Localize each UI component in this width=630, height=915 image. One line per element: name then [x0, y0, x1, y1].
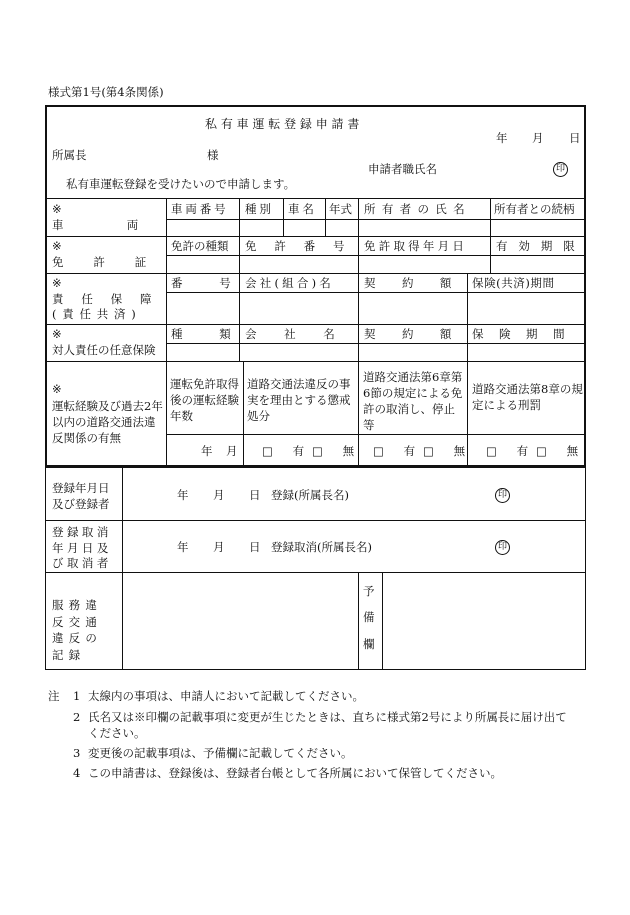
- divider: [358, 273, 359, 361]
- cancel-text: 登録取消(所属長名): [271, 540, 372, 554]
- license-mark: ※: [52, 239, 62, 253]
- divider: [283, 198, 284, 236]
- check-crim-yes[interactable]: □ 有: [486, 444, 537, 458]
- divider: [382, 572, 383, 669]
- check-rev-yes[interactable]: □ 有: [373, 444, 424, 458]
- license-label: 免許証: [52, 255, 177, 269]
- note-3-text: 変更後の記載事項は、予備欄に記載してください。: [88, 746, 353, 760]
- divider: [45, 669, 586, 670]
- voluntary-label: 対人責任の任意保険: [52, 343, 156, 357]
- col-criminal-penalty: 道路交通法第8章の規定による刑罰: [472, 382, 583, 413]
- note-1-num: 1: [73, 689, 81, 703]
- vehicle-label-text: 車両: [52, 218, 202, 232]
- note-4-text: この申請書は、登録後は、登録者台帳として各所属において保管してください。: [88, 766, 502, 780]
- col-kind: 種類: [171, 327, 268, 341]
- divider: [46, 198, 585, 199]
- divider: [358, 572, 359, 669]
- reserve-label: 予備欄: [363, 584, 375, 651]
- col-contract-amount: 契約額: [364, 327, 478, 341]
- col-expiry: 有効期限: [496, 239, 586, 253]
- col-license-number: 免許番号: [245, 239, 363, 253]
- divider: [239, 236, 240, 273]
- note-3-num: 3: [73, 746, 81, 760]
- title-day: 日: [569, 131, 581, 145]
- check-disc-yes[interactable]: □ 有: [262, 444, 313, 458]
- divider: [166, 292, 585, 293]
- check-rev-no[interactable]: □ 無: [423, 444, 474, 458]
- divider: [585, 467, 586, 669]
- seal-icon: 印: [553, 162, 568, 177]
- col-insurance-period: 保険(共済)期間: [472, 276, 555, 290]
- applicant-label: 申請者職氏名: [368, 162, 437, 176]
- divider: [46, 236, 585, 237]
- liability-label-sub: (責任共済): [52, 307, 142, 321]
- col-experience-years: 運転免許取得後の運転経験年数: [170, 377, 239, 424]
- col-license-revocation: 道路交通法第6章第6節の規定による免許の取消し、停止等: [363, 370, 463, 433]
- vehicle-label: [52, 218, 202, 232]
- request-text: 私有車運転登録を受けたいので申請します。: [66, 177, 296, 191]
- note-2-text: 氏名又は※印欄の記載事項に変更が生じたときは、直ちに様式第2号により所属長に届け出て: [88, 710, 567, 724]
- col-company: 会社名: [245, 327, 363, 341]
- divider: [46, 273, 585, 274]
- col-vehicle-number: 車両番号: [171, 202, 229, 216]
- cancel-month: 月: [213, 540, 225, 554]
- seal-icon: 印: [495, 540, 510, 555]
- check-crim-no[interactable]: □ 無: [536, 444, 587, 458]
- divider: [166, 198, 167, 467]
- divider: [45, 467, 586, 468]
- cancellation-label: 登録取消年月日及び取消者: [52, 525, 112, 571]
- liability-label: 責任保障: [52, 292, 170, 306]
- divider: [122, 467, 123, 669]
- divider: [490, 236, 491, 273]
- liability-mark: ※: [52, 276, 62, 290]
- cancel-year: 年: [177, 540, 189, 554]
- divider: [166, 255, 585, 256]
- title-month: 月: [532, 131, 544, 145]
- divider: [325, 198, 326, 236]
- col-license-date: 免許取得年月日: [364, 239, 468, 253]
- note-2-num: 2: [73, 710, 81, 724]
- divider: [166, 343, 585, 344]
- col-contract-amount: 契約額: [364, 276, 478, 290]
- col-insurance-term: 保険期間: [472, 327, 581, 341]
- reg-year: 年: [177, 488, 189, 502]
- divider: [358, 198, 359, 236]
- registration-label: 登録年月日及び登録者: [52, 481, 110, 512]
- check-disc-no[interactable]: □ 無: [312, 444, 363, 458]
- notes-prefix: 注: [48, 689, 60, 703]
- reg-day: 日: [249, 488, 261, 502]
- divider: [46, 324, 585, 325]
- form-number: 様式第1号(第4条関係): [48, 85, 164, 99]
- divider: [166, 219, 585, 220]
- divider: [45, 572, 586, 573]
- exp-years: 年: [201, 444, 213, 458]
- col-license-type: 免許の種類: [171, 239, 229, 253]
- form-title: 私 有 車 運 転 登 録 申 請 書: [205, 117, 360, 131]
- reg-text: 登録(所属長名): [271, 488, 349, 502]
- divider: [239, 198, 240, 236]
- divider: [45, 520, 586, 521]
- exp-months: 月: [226, 444, 238, 458]
- title-year: 年: [496, 131, 508, 145]
- divider: [490, 198, 491, 236]
- addressee-sama: 様: [207, 148, 219, 162]
- divider: [45, 467, 46, 669]
- cancel-day: 日: [249, 540, 261, 554]
- col-owner-relation: 所有者との続柄: [494, 202, 575, 216]
- col-owner-name: 所有者の氏名: [364, 202, 471, 216]
- divider: [166, 434, 585, 435]
- addressee-chief: 所属長: [52, 148, 87, 162]
- note-1-text: 太線内の事項は、申請人において記載してください。: [88, 689, 364, 703]
- experience-mark: ※: [52, 382, 62, 396]
- voluntary-mark: ※: [52, 327, 62, 341]
- col-company-union: 会社(組合)名: [245, 276, 335, 290]
- col-disciplinary: 道路交通法違反の事実を理由とする懲戒処分: [247, 377, 351, 424]
- col-type: 種別: [245, 202, 274, 216]
- note-2-cont: ください。: [88, 726, 146, 740]
- divider: [46, 361, 585, 362]
- col-car-name: 車名: [288, 202, 317, 216]
- seal-icon: 印: [495, 488, 510, 503]
- col-number: 番号: [171, 276, 268, 290]
- divider: [243, 361, 244, 467]
- experience-label: 運転経験及び過去2年以内の道路交通法違反関係の有無: [52, 399, 163, 446]
- vehicle-mark: ※: [52, 202, 62, 216]
- note-4-num: 4: [73, 766, 81, 780]
- violations-label: 服務違反交通違反の記録: [52, 598, 103, 663]
- reg-month: 月: [213, 488, 225, 502]
- col-model-year: 年式: [329, 202, 352, 216]
